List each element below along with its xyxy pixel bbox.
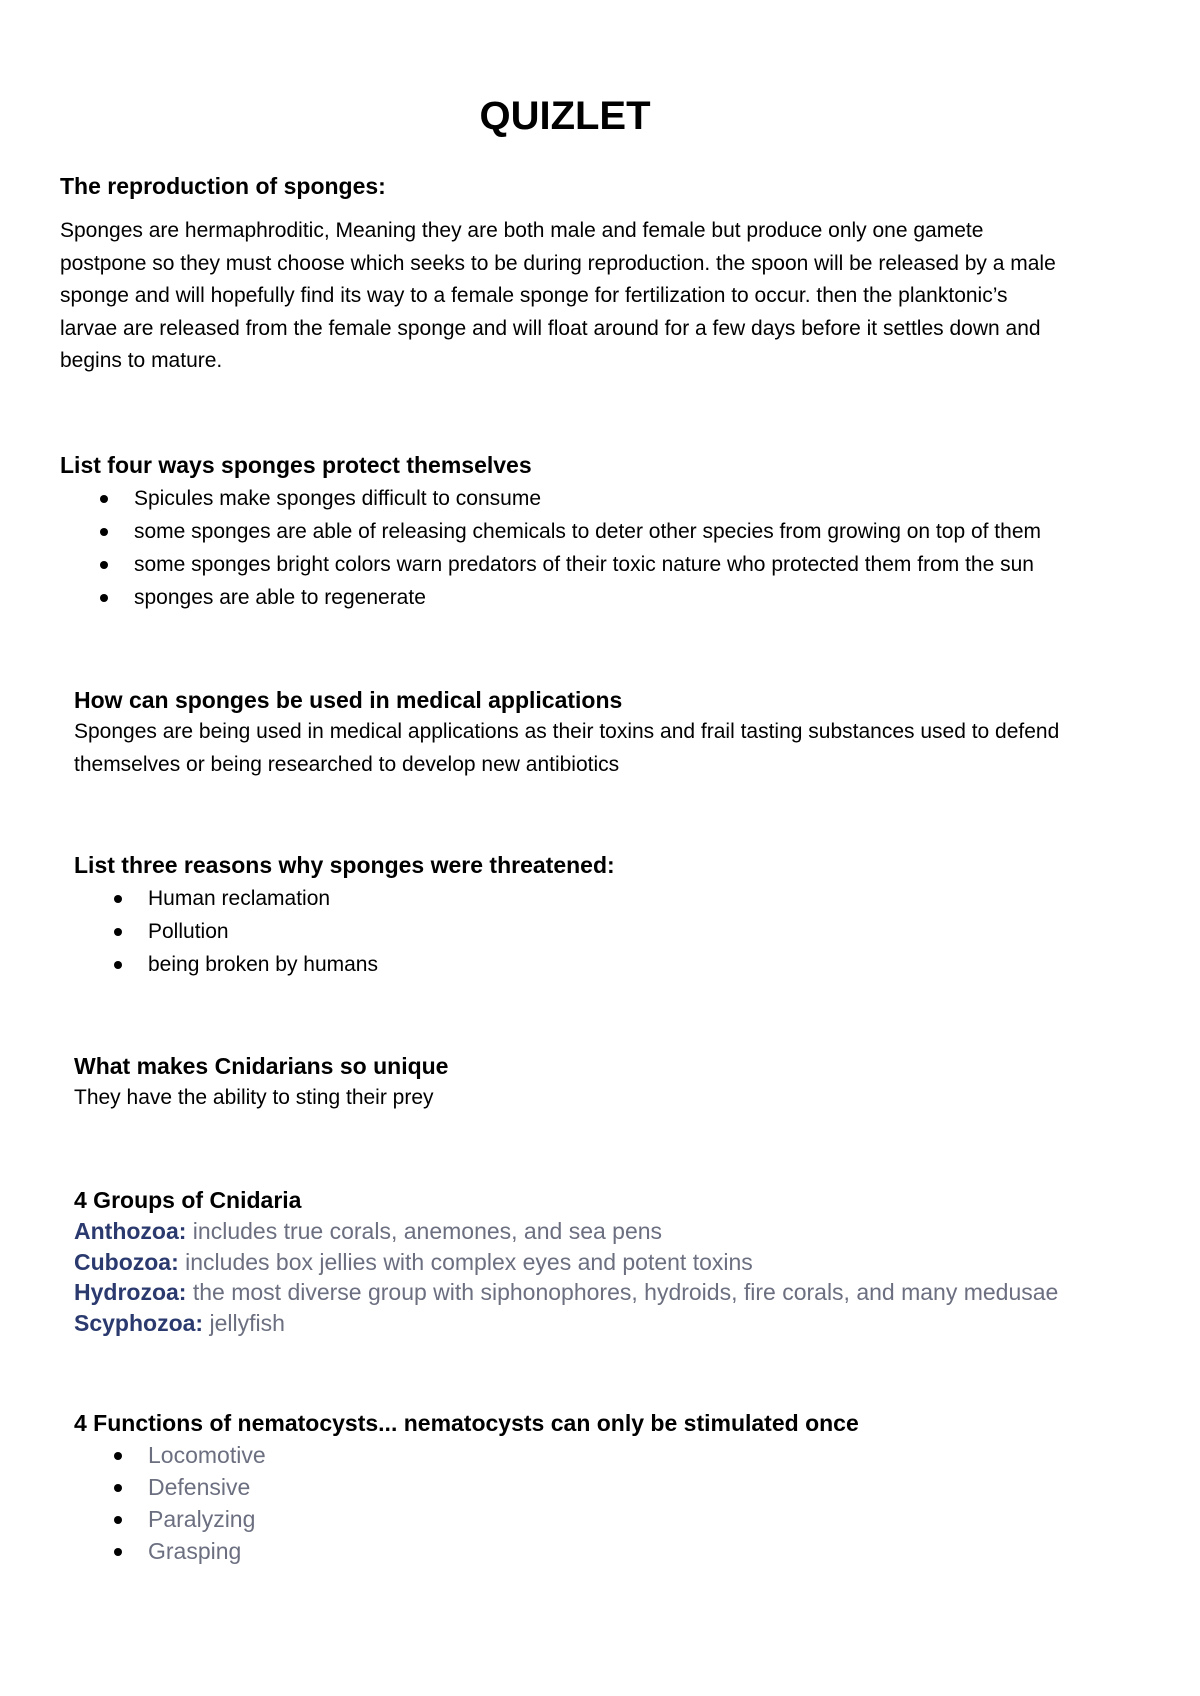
- protect-section: [60, 449, 1140, 614]
- functions-list: [148, 1439, 1154, 1567]
- group-item: [74, 1277, 1164, 1308]
- group-name: Hydrozoa:: [74, 1279, 187, 1305]
- group-name: Cubozoa:: [74, 1248, 179, 1275]
- group-desc: includes true corals, anemones, and sea pens: [186, 1218, 663, 1244]
- cnidarians-heading: What makes Cnidarians so unique: [74, 1053, 449, 1079]
- threatened-heading: List three reasons why sponges were threatened:: [74, 852, 615, 878]
- reproduction-heading: The reproduction of sponges:: [60, 173, 386, 199]
- list-item: being broken by humans: [148, 948, 1154, 981]
- medical-heading: How can sponges be used in medical applications: [74, 687, 623, 713]
- cnidarians-section: [74, 1050, 1154, 1115]
- list-item: some sponges bright colors warn predators of their toxic nature who protected them from the sun: [134, 548, 1140, 581]
- groups-heading: 4 Groups of Cnidaria: [74, 1187, 302, 1213]
- group-item: [74, 1247, 1164, 1278]
- reproduction-line: larvae are released from the female sponge and will float around for a few days before it settles down and: [60, 316, 1041, 340]
- functions-section: [74, 1407, 1154, 1567]
- threatened-section: [74, 849, 1154, 981]
- medical-line: themselves or being researched to develop new antibiotics: [74, 752, 620, 776]
- list-item: Human reclamation: [148, 882, 1154, 915]
- group-item: [74, 1308, 1164, 1339]
- reproduction-line: begins to mature.: [60, 349, 223, 372]
- group-name: Anthozoa:: [74, 1218, 187, 1244]
- protect-heading: List four ways sponges protect themselves: [60, 452, 532, 478]
- list-item: sponges are able to regenerate: [134, 581, 1140, 614]
- group-desc: includes box jellies with complex eyes and potent toxins: [178, 1248, 753, 1275]
- group-item: [74, 1216, 1164, 1247]
- reproduction-line: Sponges are hermaphroditic, Meaning they are both male and female but produce only one gamete: [60, 219, 984, 242]
- list-item: Locomotive: [148, 1439, 1154, 1471]
- list-item: Spicules make sponges difficult to consume: [134, 482, 1140, 515]
- medical-line: Sponges are being used in medical applications as their toxins and frail tasting substances used to defend: [74, 720, 1060, 743]
- group-desc: jellyfish: [203, 1309, 285, 1336]
- list-item: Pollution: [148, 915, 1154, 948]
- page-title: QUIZLET: [479, 94, 651, 138]
- group-desc: the most diverse group with siphonophores, hydroids, fire corals, and many medusae: [186, 1279, 1059, 1305]
- list-item: some sponges are able of releasing chemicals to deter other species from growing on top of them: [134, 515, 1140, 548]
- group-name: Scyphozoa:: [74, 1309, 204, 1336]
- cnidarians-text: They have the ability to sting their prey: [74, 1086, 434, 1109]
- medical-section: [74, 684, 1154, 781]
- list-item: Grasping: [148, 1535, 1154, 1567]
- threatened-list: [148, 882, 1154, 981]
- reproduction-section: [60, 170, 1140, 378]
- reproduction-line: sponge and will hopefully find its way to a female sponge for fertilization to occur. then the planktonic’s: [60, 284, 1008, 307]
- protect-list: [134, 482, 1140, 614]
- functions-heading: 4 Functions of nematocysts... nematocysts can only be stimulated once: [74, 1410, 859, 1436]
- reproduction-line: postpone so they must choose which seeks to be during reproduction. the spoon will be released by a male: [60, 251, 1056, 275]
- list-item: Paralyzing: [148, 1503, 1154, 1535]
- list-item: Defensive: [148, 1471, 1154, 1503]
- groups-section: [74, 1184, 1164, 1338]
